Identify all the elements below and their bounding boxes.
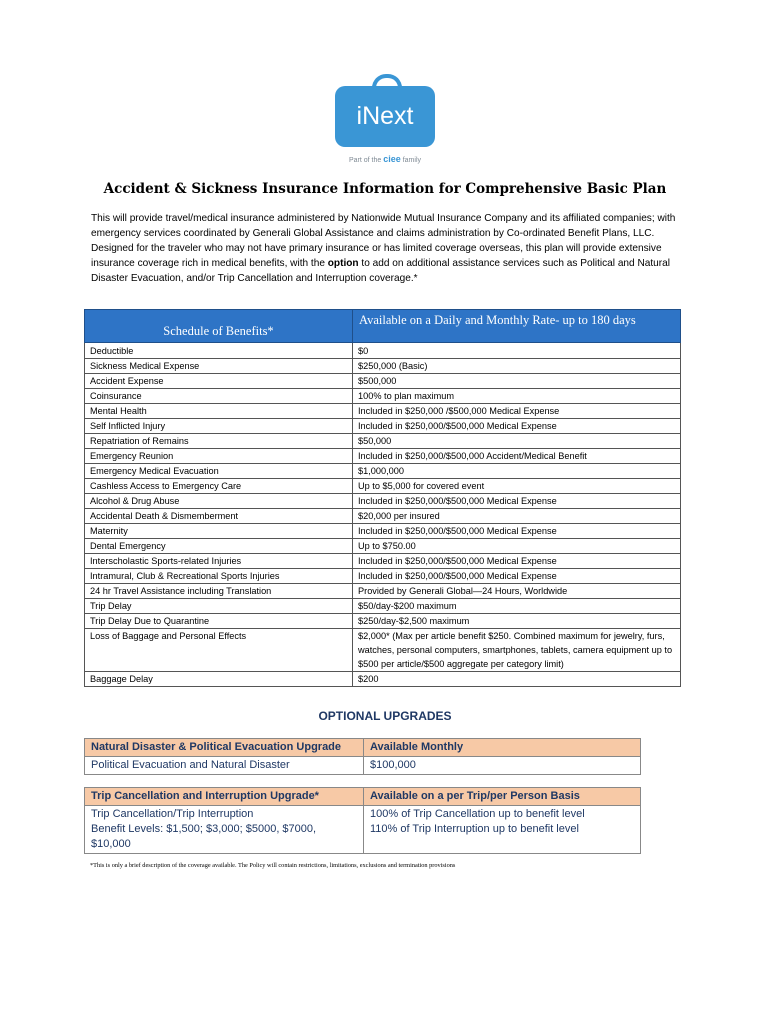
table-row xyxy=(85,509,681,524)
benefit-value: Provided by Generali Global—24 Hours, Worldwide xyxy=(353,584,681,599)
benefits-header-right: Available on a Daily and Monthly Rate- up to 180 days xyxy=(353,310,681,343)
benefit-name: Trip Delay Due to Quarantine xyxy=(85,614,353,629)
inext-logo xyxy=(335,74,435,164)
table-row xyxy=(85,449,681,464)
logo-tagline: Part of the ciee family xyxy=(348,154,421,164)
benefit-name: Cashless Access to Emergency Care xyxy=(85,479,353,494)
benefit-value: Included in $250,000/$500,000 Medical Expense xyxy=(353,494,681,509)
benefit-value: $0 xyxy=(353,343,681,359)
evacuation-upgrade-table xyxy=(84,738,641,775)
benefit-value: Included in $250,000 /$500,000 Medical Expense xyxy=(353,404,681,419)
benefit-value: $2,000* (Max per article benefit $250. Combined maximum for jewelry, furs, watches, personal computers, smartphones, tablets, camera equipment up to $500 per article/$500 aggregate per category limit) xyxy=(353,629,681,672)
benefit-name: 24 hr Travel Assistance including Translation xyxy=(85,584,353,599)
benefit-name: Emergency Medical Evacuation xyxy=(85,464,353,479)
evacuation-header-right: Available Monthly xyxy=(364,739,641,757)
logo-wordmark: iNext xyxy=(335,86,435,147)
benefit-value: $20,000 per insured xyxy=(353,509,681,524)
trip-cancel-body-left: Trip Cancellation/Trip Interruption Benefit Levels: $1,500; $3,000; $5000, $7000, $10,000 xyxy=(85,806,364,854)
benefit-value: $250/day-$2,500 maximum xyxy=(353,614,681,629)
trip-cancellation-upgrade-table xyxy=(84,787,641,854)
benefit-value: Included in $250,000/$500,000 Medical Expense xyxy=(353,569,681,584)
evacuation-body-left: Political Evacuation and Natural Disaster xyxy=(85,757,364,775)
table-row xyxy=(85,419,681,434)
table-row xyxy=(85,464,681,479)
benefit-value: $50,000 xyxy=(353,434,681,449)
table-row xyxy=(85,359,681,374)
page-title: Accident & Sickness Insurance Information for Comprehensive Basic Plan xyxy=(103,181,667,197)
table-row xyxy=(85,343,681,359)
benefit-name: Emergency Reunion xyxy=(85,449,353,464)
benefit-value: Included in $250,000/$500,000 Medical Expense xyxy=(353,419,681,434)
table-row xyxy=(85,389,681,404)
benefit-name: Self Inflicted Injury xyxy=(85,419,353,434)
benefit-name: Loss of Baggage and Personal Effects xyxy=(85,629,353,672)
benefit-value: Included in $250,000/$500,000 Medical Expense xyxy=(353,554,681,569)
table-row xyxy=(85,374,681,389)
benefit-name: Repatriation of Remains xyxy=(85,434,353,449)
benefit-value: Included in $250,000/$500,000 Accident/Medical Benefit xyxy=(353,449,681,464)
benefit-value: 100% to plan maximum xyxy=(353,389,681,404)
benefit-name: Baggage Delay xyxy=(85,672,353,687)
table-row xyxy=(85,479,681,494)
table-row xyxy=(85,524,681,539)
benefit-name: Interscholastic Sports-related Injuries xyxy=(85,554,353,569)
table-row xyxy=(85,672,681,687)
benefit-name: Accidental Death & Dismemberment xyxy=(85,509,353,524)
intro-paragraph: This will provide travel/medical insurance administered by Nationwide Mutual Insurance Company and its affiliated companies; with emergency services coordinated by Generali Global Assistance and claims administration by Co-ordinated Benefit Plans, LLC. Designed for the traveler who may not have primary insurance or has limited coverage overseas, this plan will provide extensive insurance coverage rich in medical benefits, with the option to add on additional assistance services such as Political and Natural Disaster Evacuation, and/or Trip Cancellation and Interruption coverage.* xyxy=(91,213,676,284)
table-row xyxy=(85,554,681,569)
benefit-name: Deductible xyxy=(85,343,353,359)
trip-cancel-body-right: 100% of Trip Cancellation up to benefit level 110% of Trip Interruption up to benefit level xyxy=(364,806,641,854)
trip-cancel-header-left: Trip Cancellation and Interruption Upgrade* xyxy=(85,788,364,806)
table-row xyxy=(85,434,681,449)
benefit-value: Up to $5,000 for covered event xyxy=(353,479,681,494)
benefit-name: Alcohol & Drug Abuse xyxy=(85,494,353,509)
evacuation-header-left: Natural Disaster & Political Evacuation Upgrade xyxy=(85,739,364,757)
evacuation-body-right: $100,000 xyxy=(364,757,641,775)
benefit-value: $50/day-$200 maximum xyxy=(353,599,681,614)
table-row xyxy=(85,614,681,629)
benefits-header-left: Schedule of Benefits* xyxy=(85,310,353,343)
benefit-name: Accident Expense xyxy=(85,374,353,389)
benefit-value: $500,000 xyxy=(353,374,681,389)
benefit-name: Trip Delay xyxy=(85,599,353,614)
table-row xyxy=(85,494,681,509)
benefit-value: Up to $750.00 xyxy=(353,539,681,554)
optional-upgrades-title: OPTIONAL UPGRADES xyxy=(318,709,452,723)
table-row xyxy=(85,404,681,419)
table-row xyxy=(85,584,681,599)
table-row xyxy=(85,539,681,554)
benefit-value: Included in $250,000/$500,000 Medical Expense xyxy=(353,524,681,539)
benefit-name: Sickness Medical Expense xyxy=(85,359,353,374)
table-row xyxy=(85,599,681,614)
table-row xyxy=(85,569,681,584)
benefit-value: $250,000 (Basic) xyxy=(353,359,681,374)
trip-cancel-header-right: Available on a per Trip/per Person Basis xyxy=(364,788,641,806)
benefit-name: Mental Health xyxy=(85,404,353,419)
table-row xyxy=(85,629,681,672)
benefit-value: $1,000,000 xyxy=(353,464,681,479)
benefit-name: Coinsurance xyxy=(85,389,353,404)
footnote: *This is only a brief description of the coverage available. The Policy will contain restrictions, limitations, exclusions and termination provisions xyxy=(90,862,456,869)
benefits-table xyxy=(84,309,681,687)
benefit-name: Intramural, Club & Recreational Sports Injuries xyxy=(85,569,353,584)
benefit-value: $200 xyxy=(353,672,681,687)
benefit-name: Dental Emergency xyxy=(85,539,353,554)
benefit-name: Maternity xyxy=(85,524,353,539)
